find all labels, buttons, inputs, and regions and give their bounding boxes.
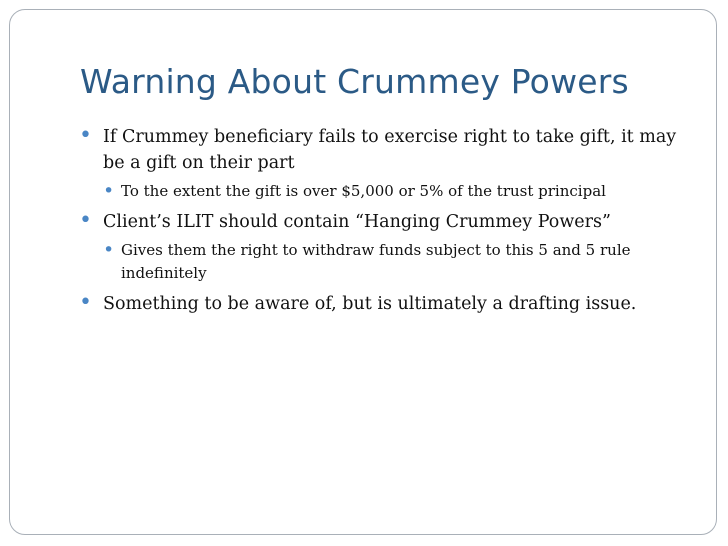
- bullet-text: Something to be aware of, but is ultimately a drafting issue.: [103, 294, 637, 314]
- sub-bullet-text: To the extent the gift is over $5,000 or 5% of the trust principal: [121, 182, 606, 200]
- bullet-dot-icon: •: [103, 239, 115, 261]
- sub-bullet-item: [103, 180, 679, 203]
- bullet-text: Client’s ILIT should contain “Hanging Crummey Powers”: [103, 212, 611, 232]
- sub-bullet-text: Gives them the right to withdraw funds subject to this 5 and 5 rule indefinitely: [121, 241, 631, 282]
- bullet-item: [79, 291, 679, 317]
- sub-bullet-item: [103, 239, 679, 285]
- bullet-dot-icon: •: [79, 123, 92, 148]
- bullet-text: If Crummey beneficiary fails to exercise right to take gift, it may be a gift on their part: [103, 127, 677, 173]
- bullet-dot-icon: •: [103, 180, 115, 202]
- bullet-item: [79, 124, 679, 176]
- bullet-dot-icon: •: [79, 290, 92, 315]
- bullet-item: [79, 209, 679, 235]
- slide-title: Warning About Crummey Powers: [80, 62, 629, 101]
- bullet-list: [79, 124, 679, 317]
- bullet-dot-icon: •: [79, 208, 92, 233]
